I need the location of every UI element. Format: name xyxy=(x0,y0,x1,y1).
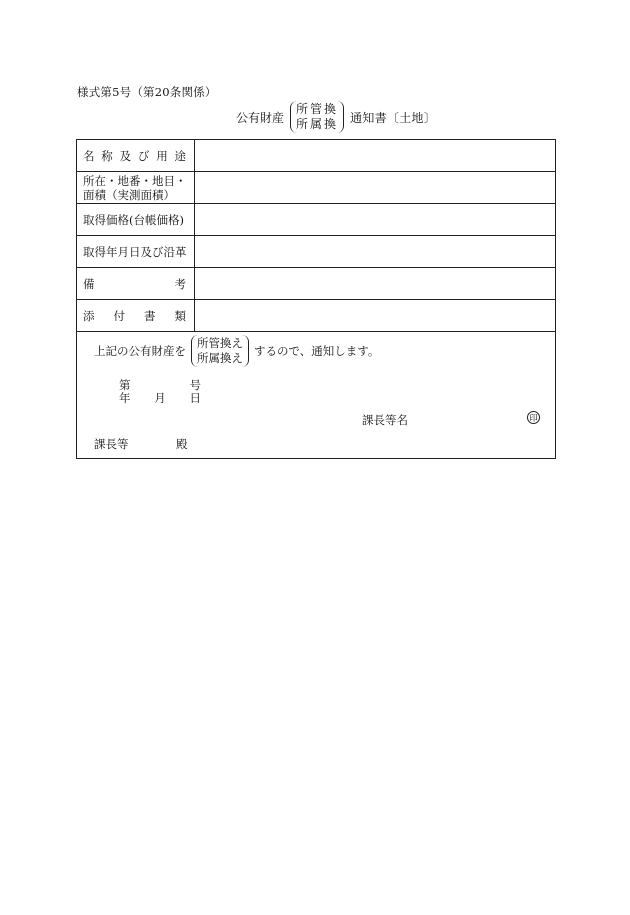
row-label-name-use xyxy=(77,140,195,171)
table-row xyxy=(77,204,555,236)
label-char: 及 xyxy=(119,148,132,163)
row-value-remarks[interactable] xyxy=(195,268,555,299)
row-label-attachments xyxy=(77,300,195,331)
row-value-name-use[interactable] xyxy=(195,140,555,171)
notice-option: 所管換え xyxy=(197,336,243,350)
row-value-acquired[interactable] xyxy=(195,236,555,267)
table-row xyxy=(77,140,555,172)
label-char: び xyxy=(137,148,150,163)
notice-section xyxy=(77,332,555,458)
number-suffix: 号 xyxy=(189,378,201,392)
label-char: 付 xyxy=(113,308,125,323)
row-label-price: 取得価格(台帳価格) xyxy=(77,204,195,235)
row-value-attachments[interactable] xyxy=(195,300,555,331)
table-row xyxy=(77,268,555,300)
date-year: 年 xyxy=(119,391,131,405)
table-row xyxy=(77,236,555,268)
title-option: 所属換 xyxy=(296,117,339,131)
label-char: 添 xyxy=(83,308,95,323)
document-title xyxy=(236,100,436,134)
document-date xyxy=(119,390,201,406)
notice-suffix: するので、通知します。 xyxy=(254,344,380,358)
label-char: 用 xyxy=(156,148,168,163)
table-row xyxy=(77,300,555,332)
title-prefix: 公有財産 xyxy=(236,110,285,125)
label-char: 類 xyxy=(174,308,186,323)
label-char: 称 xyxy=(101,148,113,163)
seal-icon: 印 xyxy=(527,411,540,424)
title-option-stack xyxy=(290,101,344,133)
addressee: 課長等 xyxy=(94,437,129,451)
row-value-price[interactable] xyxy=(195,204,555,235)
label-char: 名 xyxy=(83,148,95,163)
label-char: 備 xyxy=(83,276,95,291)
sender-name: 課長等名 xyxy=(362,413,408,427)
date-day: 日 xyxy=(189,391,201,405)
title-option: 所管換 xyxy=(296,102,339,116)
label-char: 書 xyxy=(144,308,156,323)
label-char: 途 xyxy=(174,148,186,163)
row-label-line: 面積（実測面積） xyxy=(83,187,175,202)
notice-form-table xyxy=(76,139,556,459)
honorific: 殿 xyxy=(176,437,188,451)
row-label-remarks xyxy=(77,268,195,299)
notice-sentence xyxy=(94,334,379,368)
notice-option: 所属換え xyxy=(197,351,243,365)
row-label-line: 所在・地番・地目・ xyxy=(83,173,187,188)
notice-option-stack xyxy=(191,335,249,367)
row-label-acquired: 取得年月日及び沿革 xyxy=(77,236,195,267)
form-id: 様式第5号（第20条関係） xyxy=(77,85,217,99)
row-value-location[interactable] xyxy=(195,172,555,203)
label-char: 考 xyxy=(174,276,186,291)
notice-prefix: 上記の公有財産を xyxy=(94,344,186,358)
row-label-location xyxy=(77,172,195,203)
table-row xyxy=(77,172,555,204)
date-month: 月 xyxy=(154,391,166,405)
title-suffix: 通知書〔土地〕 xyxy=(350,110,437,125)
number-prefix: 第 xyxy=(119,378,131,392)
